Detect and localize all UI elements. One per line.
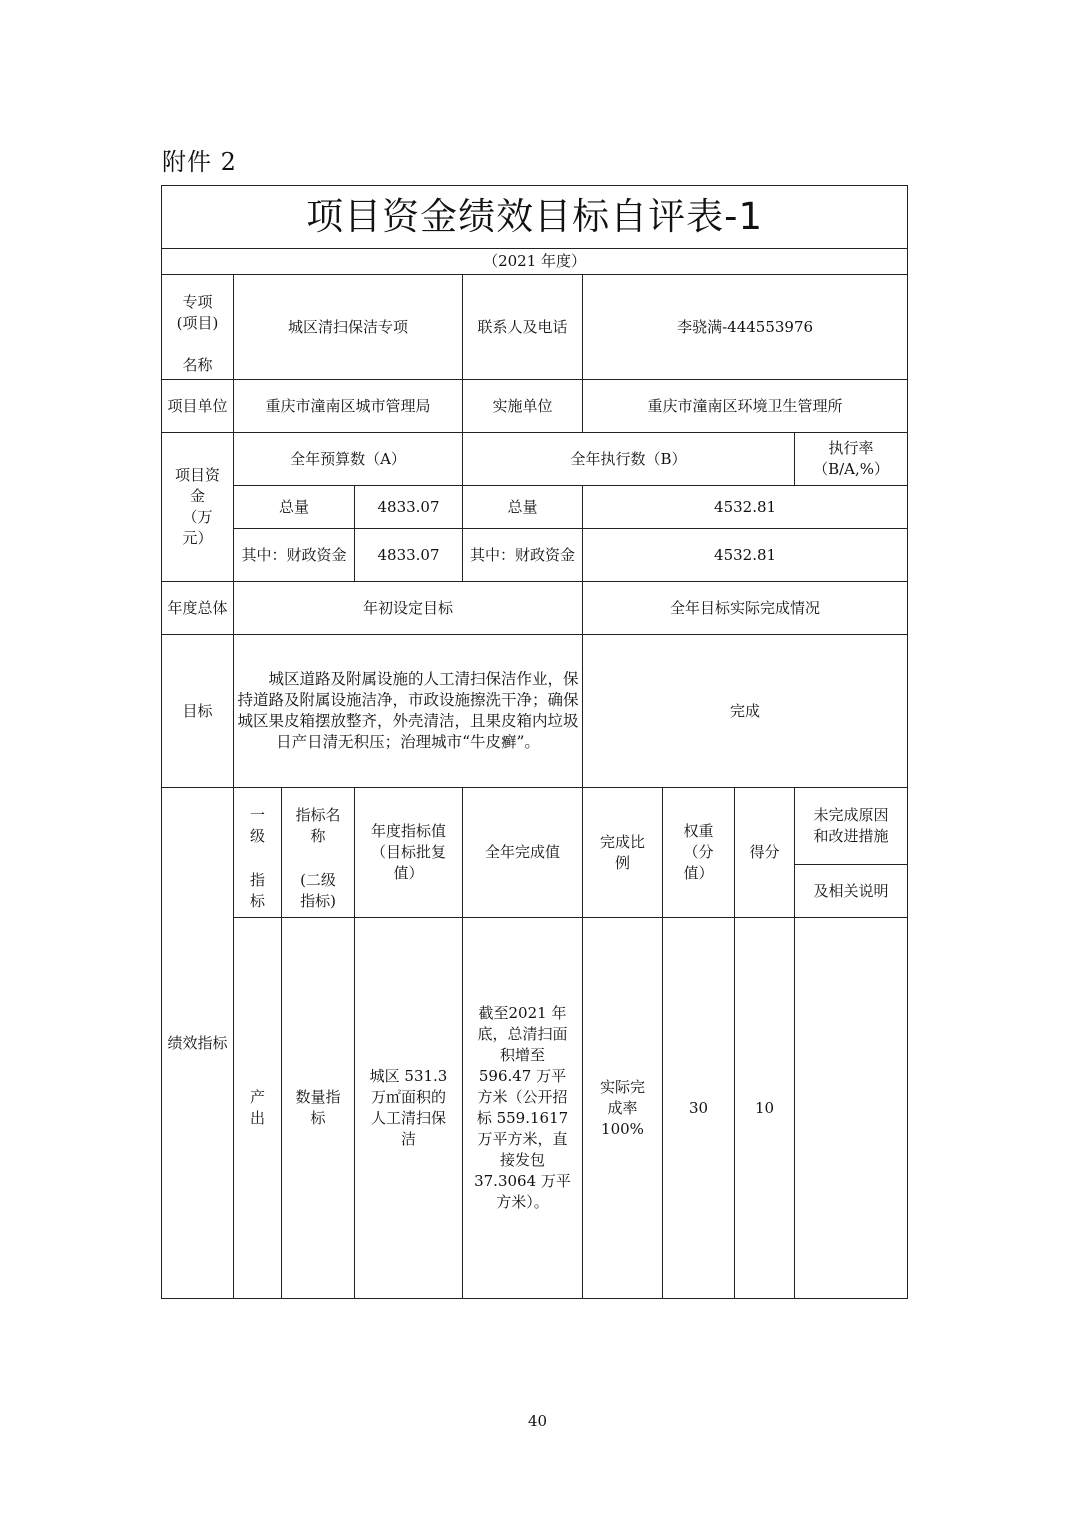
form-title: 项目资金绩效目标自评表-1 — [162, 186, 908, 249]
goal-text: 城区道路及附属设施的人工清扫保洁作业，保持道路及附属设施洁净，市政设施擦洗干净；确保城区果皮箱摆放整齐，外壳清洁，且果皮箱内垃圾日产日清无积压；治理城市“牛皮癣”。 — [234, 635, 583, 788]
initial-goal-header: 年初设定目标 — [234, 582, 583, 635]
row-annual-target: 城区 531.3 万㎡面积的 人工清扫保 洁 — [355, 918, 463, 1299]
fiscal-exec: 4532.81 — [583, 529, 908, 582]
execution-rate-header: 执行率 （B/A,%） — [795, 433, 908, 486]
contact-label: 联系人及电话 — [463, 275, 583, 380]
score-header: 得分 — [735, 788, 795, 918]
project-unit-label: 项目单位 — [162, 380, 234, 433]
row-weight: 30 — [663, 918, 735, 1299]
fiscal-exec-label: 其中：财政资金 — [463, 529, 583, 582]
row-completion-ratio: 实际完 成率 100% — [583, 918, 663, 1299]
row-reason — [795, 918, 908, 1299]
total-budget: 4833.07 — [355, 486, 463, 529]
level1-header-suffix: 指 标 — [234, 865, 282, 918]
total-exec-label: 总量 — [463, 486, 583, 529]
weight-header: 权重 （分 值） — [663, 788, 735, 918]
goal-label: 目标 — [162, 635, 234, 788]
page-number: 40 — [527, 1412, 548, 1430]
funds-label: 项目资 金 （万 元） — [162, 433, 234, 582]
level1-header: 一 级 — [234, 788, 282, 865]
performance-self-evaluation-table — [161, 185, 908, 1299]
fiscal-budget: 4833.07 — [355, 529, 463, 582]
actual-completion-header: 全年目标实际完成情况 — [583, 582, 908, 635]
total-exec: 4532.81 — [583, 486, 908, 529]
row-indicator-name: 数量指 标 — [282, 918, 355, 1299]
indicators-label: 绩效指标 — [162, 788, 234, 1299]
contact-value: 李骁满-444553976 — [583, 275, 908, 380]
project-name-label: 专项 (项目) — [162, 275, 234, 352]
goal-status: 完成 — [583, 635, 908, 788]
row-level1: 产 出 — [234, 918, 282, 1299]
indicator-name-header-suffix: (二级 指标) — [282, 865, 355, 918]
completion-ratio-header: 完成比 例 — [583, 788, 663, 918]
annual-target-header: 年度指标值 （目标批复 值） — [355, 788, 463, 918]
project-unit-value: 重庆市潼南区城市管理局 — [234, 380, 463, 433]
budget-header: 全年预算数（A） — [234, 433, 463, 486]
fiscal-label: 其中：财政资金 — [234, 529, 355, 582]
attachment-label: 附件 2 — [162, 148, 237, 176]
implementing-unit-value: 重庆市潼南区环境卫生管理所 — [583, 380, 908, 433]
implementing-unit-label: 实施单位 — [463, 380, 583, 433]
annual-overall-label: 年度总体 — [162, 582, 234, 635]
row-annual-actual: 截至2021 年 底，总清扫面 积增至 596.47 万平 方米（公开招 标 559.1617 万平方米，直 接发包 37.3064 万平 方米）。 — [463, 918, 583, 1299]
indicator-name-header: 指标名 称 — [282, 788, 355, 865]
fiscal-year: （2021 年度） — [162, 249, 908, 275]
reason-header-suffix: 及相关说明 — [795, 865, 908, 918]
annual-actual-header: 全年完成值 — [463, 788, 583, 918]
project-name-label-suffix: 名称 — [162, 352, 234, 380]
total-label: 总量 — [234, 486, 355, 529]
execution-header: 全年执行数（B） — [463, 433, 795, 486]
reason-header: 未完成原因 和改进措施 — [795, 788, 908, 865]
project-name-value: 城区清扫保洁专项 — [234, 275, 463, 380]
row-score: 10 — [735, 918, 795, 1299]
